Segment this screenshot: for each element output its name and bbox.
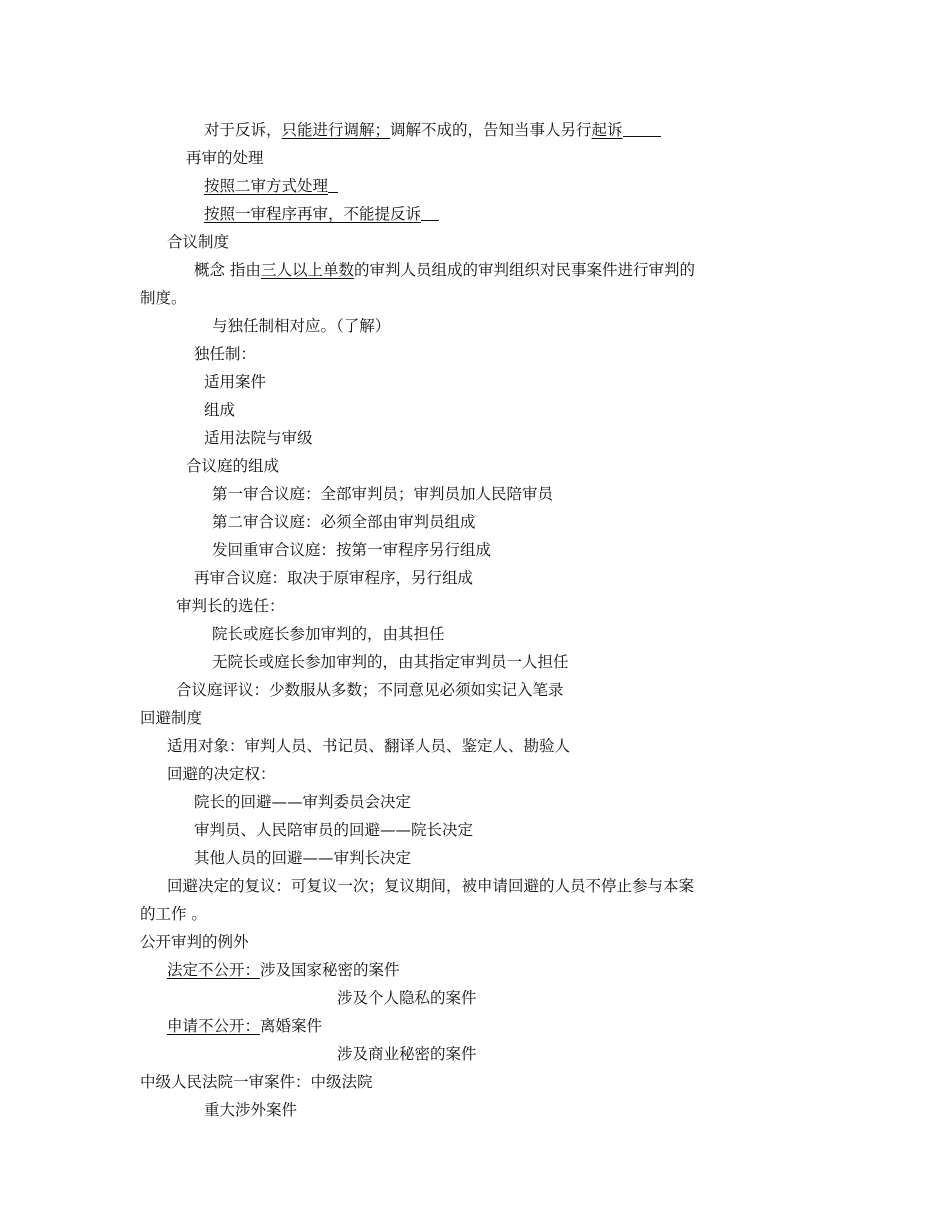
text-line: 按照一审程序再审，不能提反诉 [204, 202, 439, 226]
text-line: 中级人民法院一审案件：中级法院 [140, 1073, 373, 1091]
text-line: 法定不公开：涉及国家秘密的案件 [167, 961, 400, 979]
text-line: 组成 [204, 401, 236, 419]
text-line: 适用法院与审级 [204, 429, 313, 447]
text-line: 审判长的选任： [176, 597, 285, 615]
text-line: 回避的决定权： [167, 765, 276, 783]
text-line: 再审合议庭：取决于原审程序，另行组成 [194, 569, 474, 587]
text-line: 与独任制相对应。（了解） [212, 317, 391, 335]
text-line: 发回重审合议庭：按第一审程序另行组成 [212, 541, 492, 559]
text-line: 其他人员的回避——审判长决定 [194, 849, 412, 867]
section-heading: 回避制度 [140, 709, 203, 727]
text-line: 涉及个人隐私的案件 [337, 989, 477, 1007]
text-line: 适用对象：审判人员、书记员、翻译人员、鉴定人、勘验人 [167, 737, 571, 755]
text-line: 审判员、人民陪审员的回避——院长决定 [194, 821, 474, 839]
text-line: 院长的回避——审判委员会决定 [194, 793, 412, 811]
text-line: 回避决定的复议：可复议一次；复议期间，被申请回避的人员不停止参与本案 [167, 877, 695, 895]
text-line: 第一审合议庭：全部审判员；审判员加人民陪审员 [212, 485, 554, 503]
text-line: 合议庭评议：少数服从多数；不同意见必须如实记入笔录 [176, 681, 564, 699]
text-line: 按照二审方式处理 [204, 174, 338, 198]
text-line: 院长或庭长参加审判的，由其担任 [212, 625, 445, 643]
text-line: 适用案件 [204, 373, 267, 391]
text-line: 无院长或庭长参加审判的，由其指定审判员一人担任 [212, 653, 569, 671]
text-line: 的工作 。 [140, 905, 207, 923]
section-heading: 再审的处理 [186, 149, 264, 167]
text-line: 重大涉外案件 [204, 1101, 298, 1119]
text-line: 制度。 [140, 289, 187, 307]
text-line: 独任制： [194, 345, 257, 363]
section-heading: 合议庭的组成 [186, 457, 280, 475]
text-line: 申请不公开：离婚案件 [167, 1017, 323, 1035]
text-line: 概念 指由三人以上单数的审判人员组成的审判组织对民事案件进行审判的 [194, 261, 695, 279]
section-heading: 合议制度 [167, 233, 230, 251]
text-line: 对于反诉，只能进行调解；调解不成的，告知当事人另行起诉 [204, 118, 661, 142]
section-heading: 公开审判的例外 [140, 933, 249, 951]
text-line: 涉及商业秘密的案件 [337, 1045, 477, 1063]
text-line: 第二审合议庭：必须全部由审判员组成 [212, 513, 476, 531]
